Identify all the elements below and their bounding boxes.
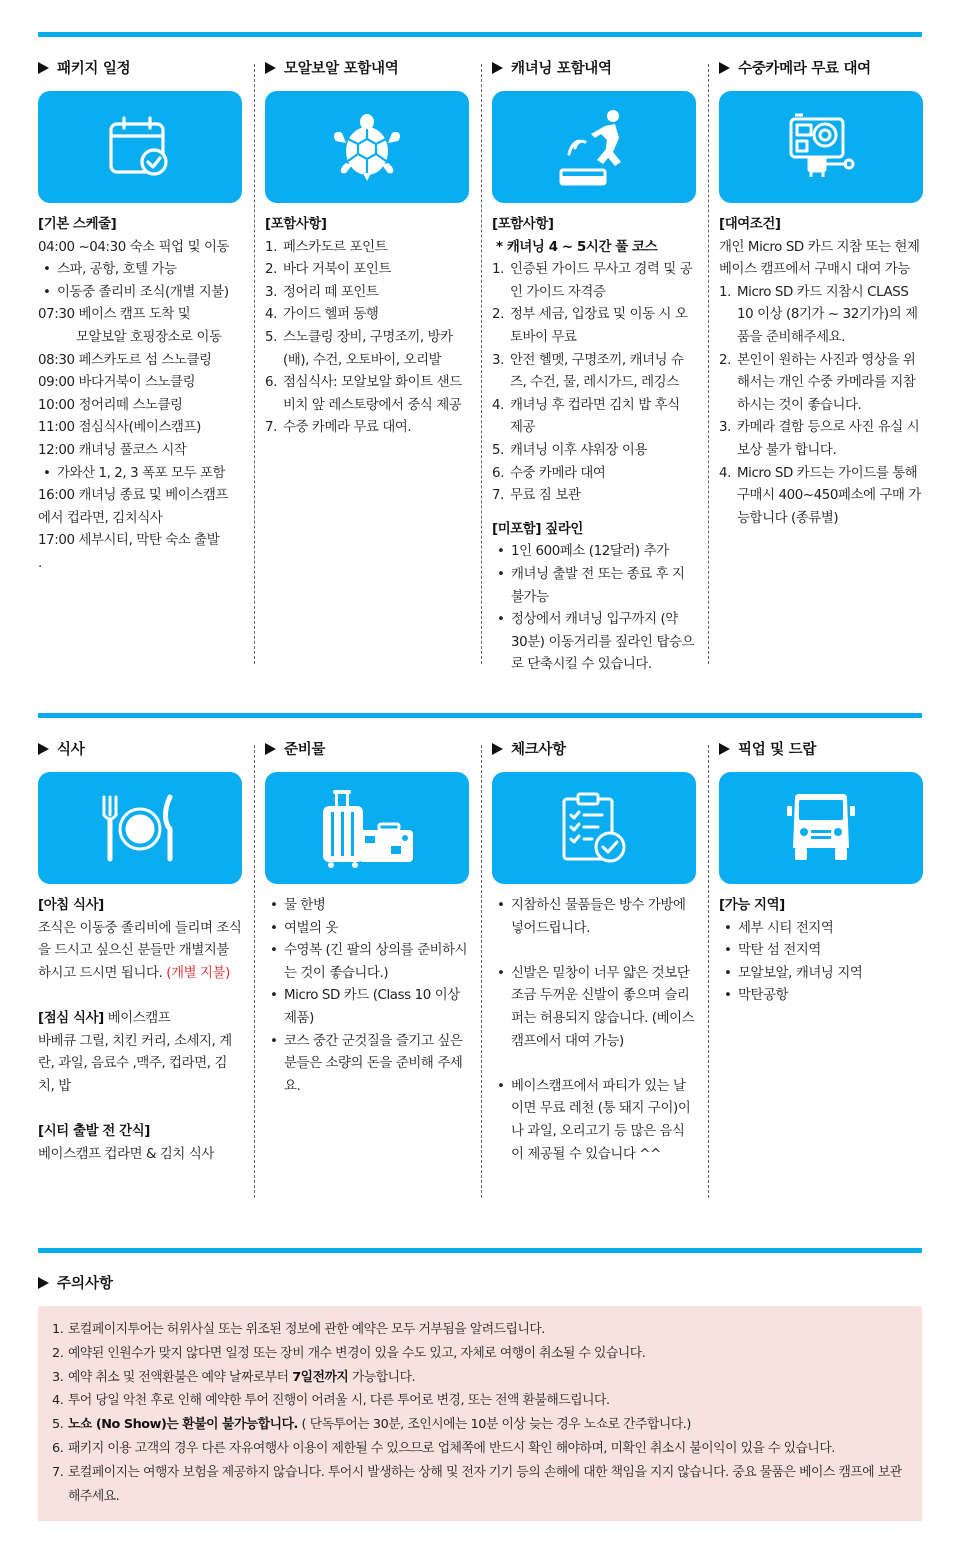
preparation-bullet: • 수영복 (긴 팔의 상의를 준비하시는 것이 좋습니다.) xyxy=(265,940,469,985)
column-title: 식사 xyxy=(38,738,242,762)
pickup-bullet: • 막탄공항 xyxy=(719,985,923,1008)
schedule-line: 모알보알 호핑장소로 이동 xyxy=(76,329,222,345)
column-package-schedule xyxy=(38,57,242,576)
notice-item: 1. 로컬페이지투어는 허위사실 또는 위조된 정보에 관한 예약은 모두 거부됨을 알려드립니다. xyxy=(52,1322,545,1337)
checklist-bullet: • 신발은 밑창이 너무 얇은 것보단 조금 두꺼운 신발이 좋으며 슬리퍼는 허용되지 않습니다. (베이스 캠프에서 대여 가능) xyxy=(492,963,696,1053)
action-camera-icon xyxy=(719,91,923,203)
camera-content xyxy=(719,214,923,530)
checklist-bullet: • 베이스캠프에서 파티가 있는 날이면 무료 레천 (통 돼지 구이)이나 과일, 오리고기 등 많은 음식이 제공될 수 있습니다 ^^ xyxy=(492,1076,696,1166)
notice-title: 주의사항 xyxy=(38,1272,113,1296)
column-title: 체크사항 xyxy=(492,738,696,762)
triangle-bullet-icon xyxy=(492,743,503,755)
turtle-icon xyxy=(265,91,469,203)
lunch-text: 바베큐 그릴, 치킨 커리, 소세지, 계란, 과일, 음료수 ,맥주, 컵라면, 김치, 밥 xyxy=(38,1033,232,1094)
notice-item: 6. 패키지 이용 고객의 경우 다른 자유여행사 이용이 제한될 수 있으므로 업체쪽에 반드시 확인 해야하며, 미확인 취소시 불이익이 있을 수 있습니다. xyxy=(52,1440,835,1456)
column-title: 수중카메라 무료 대여 xyxy=(719,57,923,81)
moalboal-item: 7. 수중 카메라 무료 대여. xyxy=(265,420,412,436)
notice-item: 5. 노쇼 (No Show)는 환불이 불가능합니다. ( 단독투어는 30분, 조인시에는 10분 이상 늦는 경우 노쇼로 간주합니다.) xyxy=(52,1417,691,1433)
schedule-content xyxy=(38,214,242,576)
column-title: 준비물 xyxy=(265,738,469,762)
spacer xyxy=(492,508,696,519)
camera-item: 2. 본인이 원하는 사진과 영상을 위해서는 개인 수중 카메라를 지참하시는 것이 좋습니다. xyxy=(719,352,916,413)
camera-item: 3. 카메라 결함 등으로 사진 유실 시 보상 불가 합니다. xyxy=(719,420,920,458)
column-title: 픽업 및 드랍 xyxy=(719,738,923,762)
zipline-heading: [미포함] 짚라인 xyxy=(492,521,583,537)
camera-item: 1. Micro SD 카드 지참시 CLASS 10 이상 (8기가 ~ 32기가)의 제품을 준비해주세요. xyxy=(719,284,918,345)
moalboal-item: 5. 스노클링 장비, 구명조끼, 방카(배), 수건, 오토바이, 오리발 xyxy=(265,329,453,368)
preparation-bullet: • 코스 중간 군것질을 즐기고 싶은 분들은 소량의 돈을 준비해 주세요. xyxy=(265,1031,469,1099)
canyoneering-item: 7. 무료 짐 보관 xyxy=(492,488,581,504)
notice-top-bar xyxy=(38,1248,922,1253)
clipboard-check-icon xyxy=(492,772,696,884)
preparation-content xyxy=(265,895,469,1098)
preparation-bullet: • 여벌의 옷 xyxy=(265,918,469,941)
column-title: 패키지 일정 xyxy=(38,57,242,81)
triangle-bullet-icon xyxy=(265,743,276,755)
schedule-line: 07:30 베이스 캠프 도착 및 xyxy=(38,307,191,323)
column-preparation xyxy=(265,738,469,1098)
schedule-line: 11:00 점심식사(베이스캠프) xyxy=(38,420,201,436)
column-title: 모알보알 포함내역 xyxy=(265,57,469,81)
fork-plate-knife-icon xyxy=(38,772,242,884)
notice-box xyxy=(38,1306,922,1521)
triangle-bullet-icon xyxy=(719,62,730,74)
schedule-line: 17:00 세부시티, 막탄 숙소 출발 xyxy=(38,533,220,549)
pickup-bullet: • 세부 시티 전지역 xyxy=(719,918,923,941)
pickup-heading: [가능 지역] xyxy=(719,898,785,913)
triangle-bullet-icon xyxy=(38,1277,49,1289)
van-icon xyxy=(719,772,923,884)
spacer xyxy=(492,1053,696,1076)
camera-intro: 개인 Micro SD 카드 지참 또는 현제 베이스 캠프에서 구매시 대여 가능 xyxy=(719,239,920,278)
schedule-line: 08:30 페스카도르 섬 스노클링 xyxy=(38,352,212,368)
column-checklist xyxy=(492,738,696,1166)
breakfast-text: 조식은 이동중 졸리비에 들리며 조식을 드시고 싶으신 분들만 개별지불 하시고 드시면 됩니다. (개별 지불) xyxy=(38,920,242,981)
moalboal-item: 4. 가이드 헬퍼 동행 xyxy=(265,307,379,323)
canyoneering-item: 5. 캐녀닝 이후 샤워장 이용 xyxy=(492,442,647,458)
schedule-line: 12:00 캐녀닝 풀코스 시작 xyxy=(38,442,187,458)
column-canyoneering-included xyxy=(492,57,696,677)
snack-heading: [시티 출발 전 간식] xyxy=(38,1123,150,1139)
spacer xyxy=(38,985,242,1008)
triangle-bullet-icon xyxy=(38,743,49,755)
canyoneering-item: 3. 안전 헬멧, 구명조끼, 캐녀닝 슈즈, 수건, 물, 레시가드, 레깅스 xyxy=(492,352,684,391)
section1-top-bar xyxy=(38,32,922,37)
triangle-bullet-icon xyxy=(38,62,49,74)
checklist-bullet: • 지참하신 물품들은 방수 가방에 넣어드립니다. xyxy=(492,895,696,940)
zipline-bullet: • 정상에서 캐녀닝 입구까지 (약 30분) 이동거리를 짚라인 탑승으로 단축시킬 수 있습니다. xyxy=(492,609,696,677)
camera-heading: [대여조건] xyxy=(719,217,781,232)
pickup-content xyxy=(719,895,923,1008)
schedule-line: . xyxy=(38,555,42,571)
schedule-line: 09:00 바다거북이 스노클링 xyxy=(38,375,196,391)
preparation-bullet: • Micro SD 카드 (Class 10 이상 제품) xyxy=(265,985,469,1030)
calendar-check-icon xyxy=(38,91,242,203)
notice-item: 4. 투어 당일 악천 후로 인해 예약한 투어 진행이 어려울 시, 다른 투어로 변경, 또는 전액 환불해드립니다. xyxy=(52,1393,610,1409)
schedule-line: 에서 컵라면, 김치식사 xyxy=(38,510,163,526)
breakfast-heading: [아침 식사] xyxy=(38,898,104,913)
luggage-icon xyxy=(265,772,469,884)
section1 xyxy=(38,57,922,677)
moalboal-item: 2. 바다 거북이 포인트 xyxy=(265,262,391,278)
canyoneering-item: 2. 정부 세금, 입장료 및 이동 시 오토바이 무료 xyxy=(492,307,688,345)
zipline-bullet: • 1인 600페소 (12달러) 추가 xyxy=(492,541,696,564)
schedule-heading: [기본 스케줄] xyxy=(38,217,117,232)
canyoneering-heading: [포함사항] xyxy=(492,217,554,232)
column-moalboal-included xyxy=(265,57,469,440)
moalboal-item: 6. 점심식사: 모알보알 화이트 샌드 비치 앞 레스토랑에서 중식 제공 xyxy=(265,375,462,413)
lunch-heading-line: [점심 식사] 베이스캠프 xyxy=(38,1010,171,1026)
pickup-bullet: • 막탄 섬 전지역 xyxy=(719,940,923,963)
preparation-bullet: • 물 한병 xyxy=(265,895,469,918)
zipline-bullet: • 캐녀닝 출발 전 또는 종료 후 지불가능 xyxy=(492,564,696,609)
column-camera-rental xyxy=(719,57,923,530)
schedule-bullet: • 스파, 공항, 호텔 가능 xyxy=(38,259,242,282)
meals-content xyxy=(38,895,242,1166)
canyoneering-item: 6. 수중 카메라 대여 xyxy=(492,465,606,481)
canyoneering-item: 4. 캐녀닝 후 컵라면 김치 밥 후식 제공 xyxy=(492,397,680,436)
triangle-bullet-icon xyxy=(719,743,730,755)
schedule-line: 10:00 정어리떼 스노클링 xyxy=(38,397,183,413)
section2-top-bar xyxy=(38,713,922,718)
cliff-jump-icon xyxy=(492,91,696,203)
column-meals xyxy=(38,738,242,1166)
notice-item: 3. 예약 취소 및 전액환불은 예약 날짜로부터 7일전까지 가능합니다. xyxy=(52,1369,416,1385)
schedule-line: 04:00 ~04:30 숙소 픽업 및 이동 xyxy=(38,239,230,255)
notice-item: 7. 로컬페이지는 여행자 보험을 제공하지 않습니다. 투어시 발생하는 상해 및 전자 기기 등의 손해에 대한 책임을 지지 않습니다. 중요 물품은 베이스 캠프에 보관해주세요. xyxy=(52,1464,902,1504)
triangle-bullet-icon xyxy=(492,62,503,74)
camera-item: 4. Micro SD 카드는 가이드를 통해 구매시 400~450페소에 구매 가능합니다 (종류별) xyxy=(719,465,921,526)
section2 xyxy=(38,738,922,1208)
pickup-bullet: • 모알보알, 캐녀닝 지역 xyxy=(719,963,923,986)
schedule-line: 16:00 캐녀닝 종료 및 베이스캠프 xyxy=(38,488,228,504)
column-pickup-dropoff xyxy=(719,738,923,1008)
canyoneering-item: 1. 인증된 가이드 무사고 경력 및 공인 가이드 자격증 xyxy=(492,262,693,300)
checklist-content xyxy=(492,895,696,1166)
column-title: 캐녀닝 포함내역 xyxy=(492,57,696,81)
spacer xyxy=(38,1098,242,1121)
triangle-bullet-icon xyxy=(265,62,276,74)
moalboal-content xyxy=(265,214,469,440)
canyoneering-content xyxy=(492,214,696,677)
schedule-bullet: • 이동중 졸리비 조식(개별 지불) xyxy=(38,282,242,305)
moalboal-item: 1. 페스카도르 포인트 xyxy=(265,239,388,255)
spacer xyxy=(492,940,696,963)
notice-item: 2. 예약된 인원수가 맞지 않다면 일정 또는 장비 개수 변경이 있을 수도 있고, 자체로 여행이 취소될 수 있습니다. xyxy=(52,1345,646,1361)
snack-text: 베이스캠프 컵라면 & 김치 식사 xyxy=(38,1146,214,1162)
moalboal-item: 3. 정어리 떼 포인트 xyxy=(265,284,379,300)
canyoneering-subheading: * 캐녀닝 4 ~ 5시간 풀 코스 xyxy=(496,239,658,255)
moalboal-heading: [포함사항] xyxy=(265,217,327,232)
schedule-bullet: • 가와산 1, 2, 3 폭포 모두 포함 xyxy=(38,463,242,486)
